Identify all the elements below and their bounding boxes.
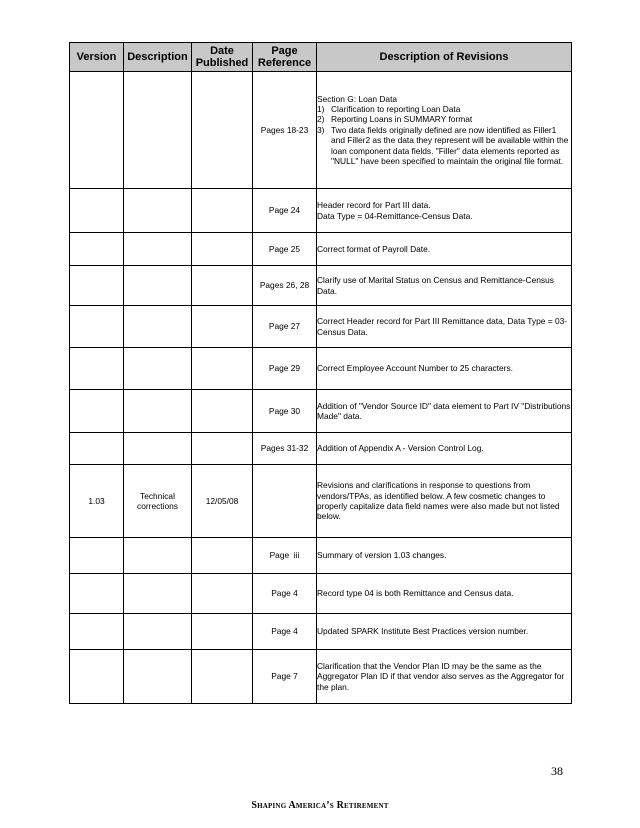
- page-cell: Page 25: [253, 233, 317, 266]
- date-cell: [192, 390, 253, 433]
- description-cell: [124, 306, 192, 348]
- date-cell: [192, 574, 253, 614]
- list-item: [317, 125, 571, 167]
- page-cell: Page 4: [253, 574, 317, 614]
- version-cell: [70, 433, 124, 465]
- page-cell: Pages 31-32: [253, 433, 317, 465]
- revision-cell: Revisions and clarifications in response to questions from vendors/TPAs, as identified below. A few cosmetic changes to properly capitalize data field names were also made but not listed below.: [317, 465, 572, 538]
- version-cell: 1.03: [70, 465, 124, 538]
- header-date-published: Date Published: [192, 43, 253, 72]
- revision-cell: Addition of Appendix A - Version Control Log.: [317, 433, 572, 465]
- version-cell: [70, 614, 124, 650]
- page-cell: Page 30: [253, 390, 317, 433]
- page-footer: Shaping America’s Retirement: [251, 800, 389, 811]
- version-cell: [70, 233, 124, 266]
- revision-list: [317, 104, 571, 166]
- description-cell: Technical corrections: [124, 465, 192, 538]
- revision-cell: Updated SPARK Institute Best Practices version number.: [317, 614, 572, 650]
- date-cell: [192, 266, 253, 306]
- version-cell: [70, 266, 124, 306]
- revision-cell: Summary of version 1.03 changes.: [317, 538, 572, 574]
- page-cell: Page 24: [253, 189, 317, 233]
- description-cell: [124, 233, 192, 266]
- header-version: Version: [70, 43, 124, 72]
- table-row: [70, 306, 572, 348]
- page-cell: [253, 465, 317, 538]
- table-row: [70, 574, 572, 614]
- list-item-text: Two data fields originally defined are now identified as Filler1 and Filler2 as the data they represent will be available within the loan component data fields. "Filler" data elements reported as "NULL" have been specified to maintain the original file format.: [331, 124, 569, 167]
- revision-cell: Addition of "Vendor Source ID" data element to Part IV "Distributions Made" data.: [317, 390, 572, 433]
- table-row: [70, 233, 572, 266]
- list-item-number: 1): [317, 103, 325, 114]
- date-cell: [192, 306, 253, 348]
- description-cell: [124, 574, 192, 614]
- description-cell: [124, 189, 192, 233]
- revision-cell: Record type 04 is both Remittance and Census data.: [317, 574, 572, 614]
- list-item-text: Clarification to reporting Loan Data: [331, 103, 461, 114]
- version-cell: [70, 574, 124, 614]
- table-row: [70, 266, 572, 306]
- description-cell: [124, 538, 192, 574]
- description-cell: [124, 348, 192, 390]
- version-cell: [70, 348, 124, 390]
- revision-cell: Header record for Part III data. Data Type = 04-Remittance-Census Data.: [317, 189, 572, 233]
- list-item-number: 2): [317, 114, 325, 125]
- revision-intro: Section G: Loan Data: [317, 93, 398, 104]
- table-row: [70, 650, 572, 704]
- table-row: [70, 433, 572, 465]
- version-cell: [70, 306, 124, 348]
- revision-cell: [317, 72, 572, 189]
- header-revisions: Description of Revisions: [317, 43, 572, 72]
- description-cell: [124, 72, 192, 189]
- page-cell: Pages 26, 28: [253, 266, 317, 306]
- table-row: [70, 390, 572, 433]
- description-cell: [124, 390, 192, 433]
- version-cell: [70, 538, 124, 574]
- page-cell: Page 29: [253, 348, 317, 390]
- version-cell: [70, 390, 124, 433]
- table-row: [70, 465, 572, 538]
- revision-cell: Correct Employee Account Number to 25 characters.: [317, 348, 572, 390]
- revision-cell: Clarification that the Vendor Plan ID may be the same as the Aggregator Plan ID if that vendor also serves as the Aggregator for the plan.: [317, 650, 572, 704]
- date-cell: [192, 189, 253, 233]
- header-page-reference: Page Reference: [253, 43, 317, 72]
- description-cell: [124, 650, 192, 704]
- page-cell: Page 27: [253, 306, 317, 348]
- version-cell: [70, 650, 124, 704]
- table-row: [70, 614, 572, 650]
- list-item: [317, 114, 571, 124]
- revision-cell: Correct format of Payroll Date.: [317, 233, 572, 266]
- page-cell: Pages 18-23: [253, 72, 317, 189]
- revision-cell: Correct Header record for Part III Remittance data, Data Type = 03-Census Data.: [317, 306, 572, 348]
- table-row: [70, 189, 572, 233]
- version-cell: [70, 189, 124, 233]
- table-row: [70, 348, 572, 390]
- date-cell: [192, 233, 253, 266]
- date-cell: [192, 614, 253, 650]
- table-row: [70, 72, 572, 189]
- revision-cell: Clarify use of Marital Status on Census and Remittance-Census Data.: [317, 266, 572, 306]
- page-cell: Page 7: [253, 650, 317, 704]
- version-cell: [70, 72, 124, 189]
- table-row: [70, 538, 572, 574]
- date-cell: [192, 433, 253, 465]
- description-cell: [124, 433, 192, 465]
- date-cell: [192, 72, 253, 189]
- revision-table: [69, 42, 572, 704]
- date-cell: [192, 650, 253, 704]
- header-row: [70, 43, 572, 72]
- date-cell: [192, 348, 253, 390]
- description-cell: [124, 614, 192, 650]
- header-description: Description: [124, 43, 192, 72]
- list-item-number: 3): [317, 124, 325, 135]
- list-item: [317, 104, 571, 114]
- description-cell: [124, 266, 192, 306]
- page-number: 38: [551, 764, 563, 778]
- list-item-text: Reporting Loans in SUMMARY format: [331, 114, 473, 125]
- page-cell: Page 4: [253, 614, 317, 650]
- date-cell: [192, 538, 253, 574]
- page-cell: Page iii: [253, 538, 317, 574]
- date-cell: 12/05/08: [192, 465, 253, 538]
